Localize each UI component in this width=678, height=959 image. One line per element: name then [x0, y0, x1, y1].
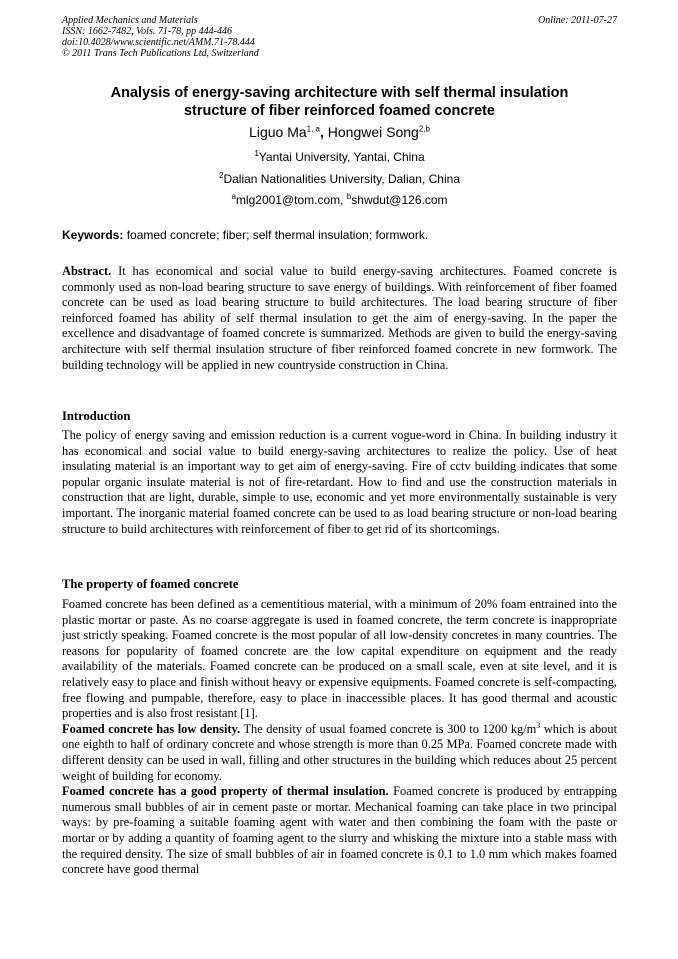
- introduction-paragraph: [62, 428, 617, 537]
- email-b-marker: b: [346, 192, 352, 201]
- author-2-affil: 2,b: [418, 124, 430, 134]
- abstract-label: Abstract.: [62, 264, 112, 278]
- email-a: mlg2001@tom.com,: [235, 193, 347, 207]
- doi-line: doi:10.4028/www.scientific.net/AMM.71-78.444: [62, 37, 255, 48]
- low-density-label: Foamed concrete has low density.: [62, 721, 241, 736]
- low-density-text-b: which is about one eighth to half of ordinary concrete and whose strength is more than 0.25 MPa. Foamed concrete made with different density can be used in wall, filling and other structures in the building which reduces about 25 percent weight of building for economy.: [62, 721, 618, 783]
- author-2: Hongwei Song: [327, 124, 419, 140]
- affiliation-1: [62, 150, 617, 164]
- property-section: [62, 597, 617, 878]
- author-emails: [62, 193, 617, 207]
- author-separator: ,: [319, 124, 328, 140]
- property-paragraph-2: [62, 722, 617, 784]
- cubic-superscript: 3: [536, 720, 541, 730]
- introduction-text: The policy of energy saving and emission reduction is a current vogue-word in China. In building industry it has economical and social value to build energy-saving architectures to realize the policy. Use of heat insulating material is an important way to get aim of energy-saving. Fire of cctv building indicates that some popular organic insulate material is not of fire-retardant. How to find and use the construction materials in construction that are light, durable, simple to use, economic and yet more environmentally sustainable is very important. The inorganic material foamed concrete can be used to as load bearing structure or non-load bearing structure to build architectures with reinforcement of fiber to get rid of its shortcomings.: [62, 428, 617, 536]
- author-list: [62, 123, 617, 141]
- abstract-text: It has economical and social value to build energy-saving architectures. Foamed concrete is commonly used as non-load bearing structure to save energy of buildings. With reinforcement of fiber foamed concrete can be used as load bearing structure to build architectures. The load bearing structure of fiber reinforced foamed has ability of self thermal insulation to get the aim of energy-saving. In the paper the excellence and disadvantage of foamed concrete is summarized. Methods are given to build the energy-saving architecture with self thermal insulation structure of fiber reinforced foamed concrete in new formwork. The building technology will be applied in new countryside construction in China.: [62, 264, 617, 372]
- copyright-line: © 2011 Trans Tech Publications Ltd, Switzerland: [62, 48, 259, 59]
- title-line-1: Analysis of energy-saving architecture with self thermal insulation: [110, 85, 569, 101]
- affiliation-1-text: Yantai University, Yantai, China: [258, 150, 425, 164]
- paper-title: [62, 84, 617, 120]
- author-1-affil: 1, a: [306, 124, 320, 134]
- section-heading-property: The property of foamed concrete: [62, 577, 239, 591]
- title-line-2: structure of fiber reinforced foamed concrete: [183, 103, 495, 119]
- thermal-insulation-label: Foamed concrete has a good property of thermal insulation.: [62, 784, 389, 799]
- property-paragraph-3: [62, 784, 617, 878]
- affiliation-1-marker: 1: [254, 149, 259, 158]
- affiliation-2-marker: 2: [218, 171, 224, 180]
- issn-line: ISSN: 1662-7482, Vols. 71-78, pp 444-446: [62, 26, 232, 37]
- keywords-label: Keywords:: [62, 228, 124, 242]
- author-1: Liguo Ma: [249, 124, 307, 140]
- thermal-insulation-text: Foamed concrete is produced by entrapping numerous small bubbles of air in cement paste or mortar. Mechanical foaming can take place in two principal ways: by pre-foaming a suitable foaming agent with water and then combining the foam with the paste or mortar or by adding a quantity of foaming agent to the slurry and whisking the mixture into a stable mass with the required density. The size of small bubbles of air in foamed concrete is 0.1 to 1.0 mm which makes foamed concrete have good thermal: [62, 784, 618, 877]
- keywords-text: foamed concrete; fiber; self thermal insulation; formwork.: [123, 228, 429, 242]
- email-a-marker: a: [231, 192, 236, 201]
- keywords: [62, 228, 617, 243]
- section-heading-introduction: Introduction: [62, 409, 131, 423]
- journal-header: [62, 15, 617, 59]
- low-density-text-a: The density of usual foamed concrete is 300 to 1200 kg/m: [240, 721, 537, 736]
- affiliation-2-text: Dalian Nationalities University, Dalian, China: [223, 172, 460, 186]
- affiliation-2: [62, 172, 617, 186]
- abstract: [62, 264, 617, 373]
- journal-name: Applied Mechanics and Materials: [62, 15, 198, 26]
- online-date: Online: 2011-07-27: [538, 15, 617, 26]
- email-b: shwdut@126.com: [351, 193, 448, 207]
- property-paragraph-1: Foamed concrete has been defined as a cementitious material, with a minimum of 20% foam entrained into the plastic mortar or paste. As no coarse aggregate is used in foamed concrete, the term concrete is inappropriate just strictly speaking. Foamed concrete is the most popular of all low-density concretes in many countries. The reasons for popularity of foamed concrete are the low capital expenditure on equipment and the ready availability of the materials. Foamed concrete can be produced on a small scale, even at site level, and it is relatively easy to place and finish without heavy or expensive equipments. Foamed concrete is self-compacting, free flowing and pumpable, therefore, easy to place in inaccessible places. It has good thermal and acoustic properties and is also frost resistant [1].: [62, 597, 617, 721]
